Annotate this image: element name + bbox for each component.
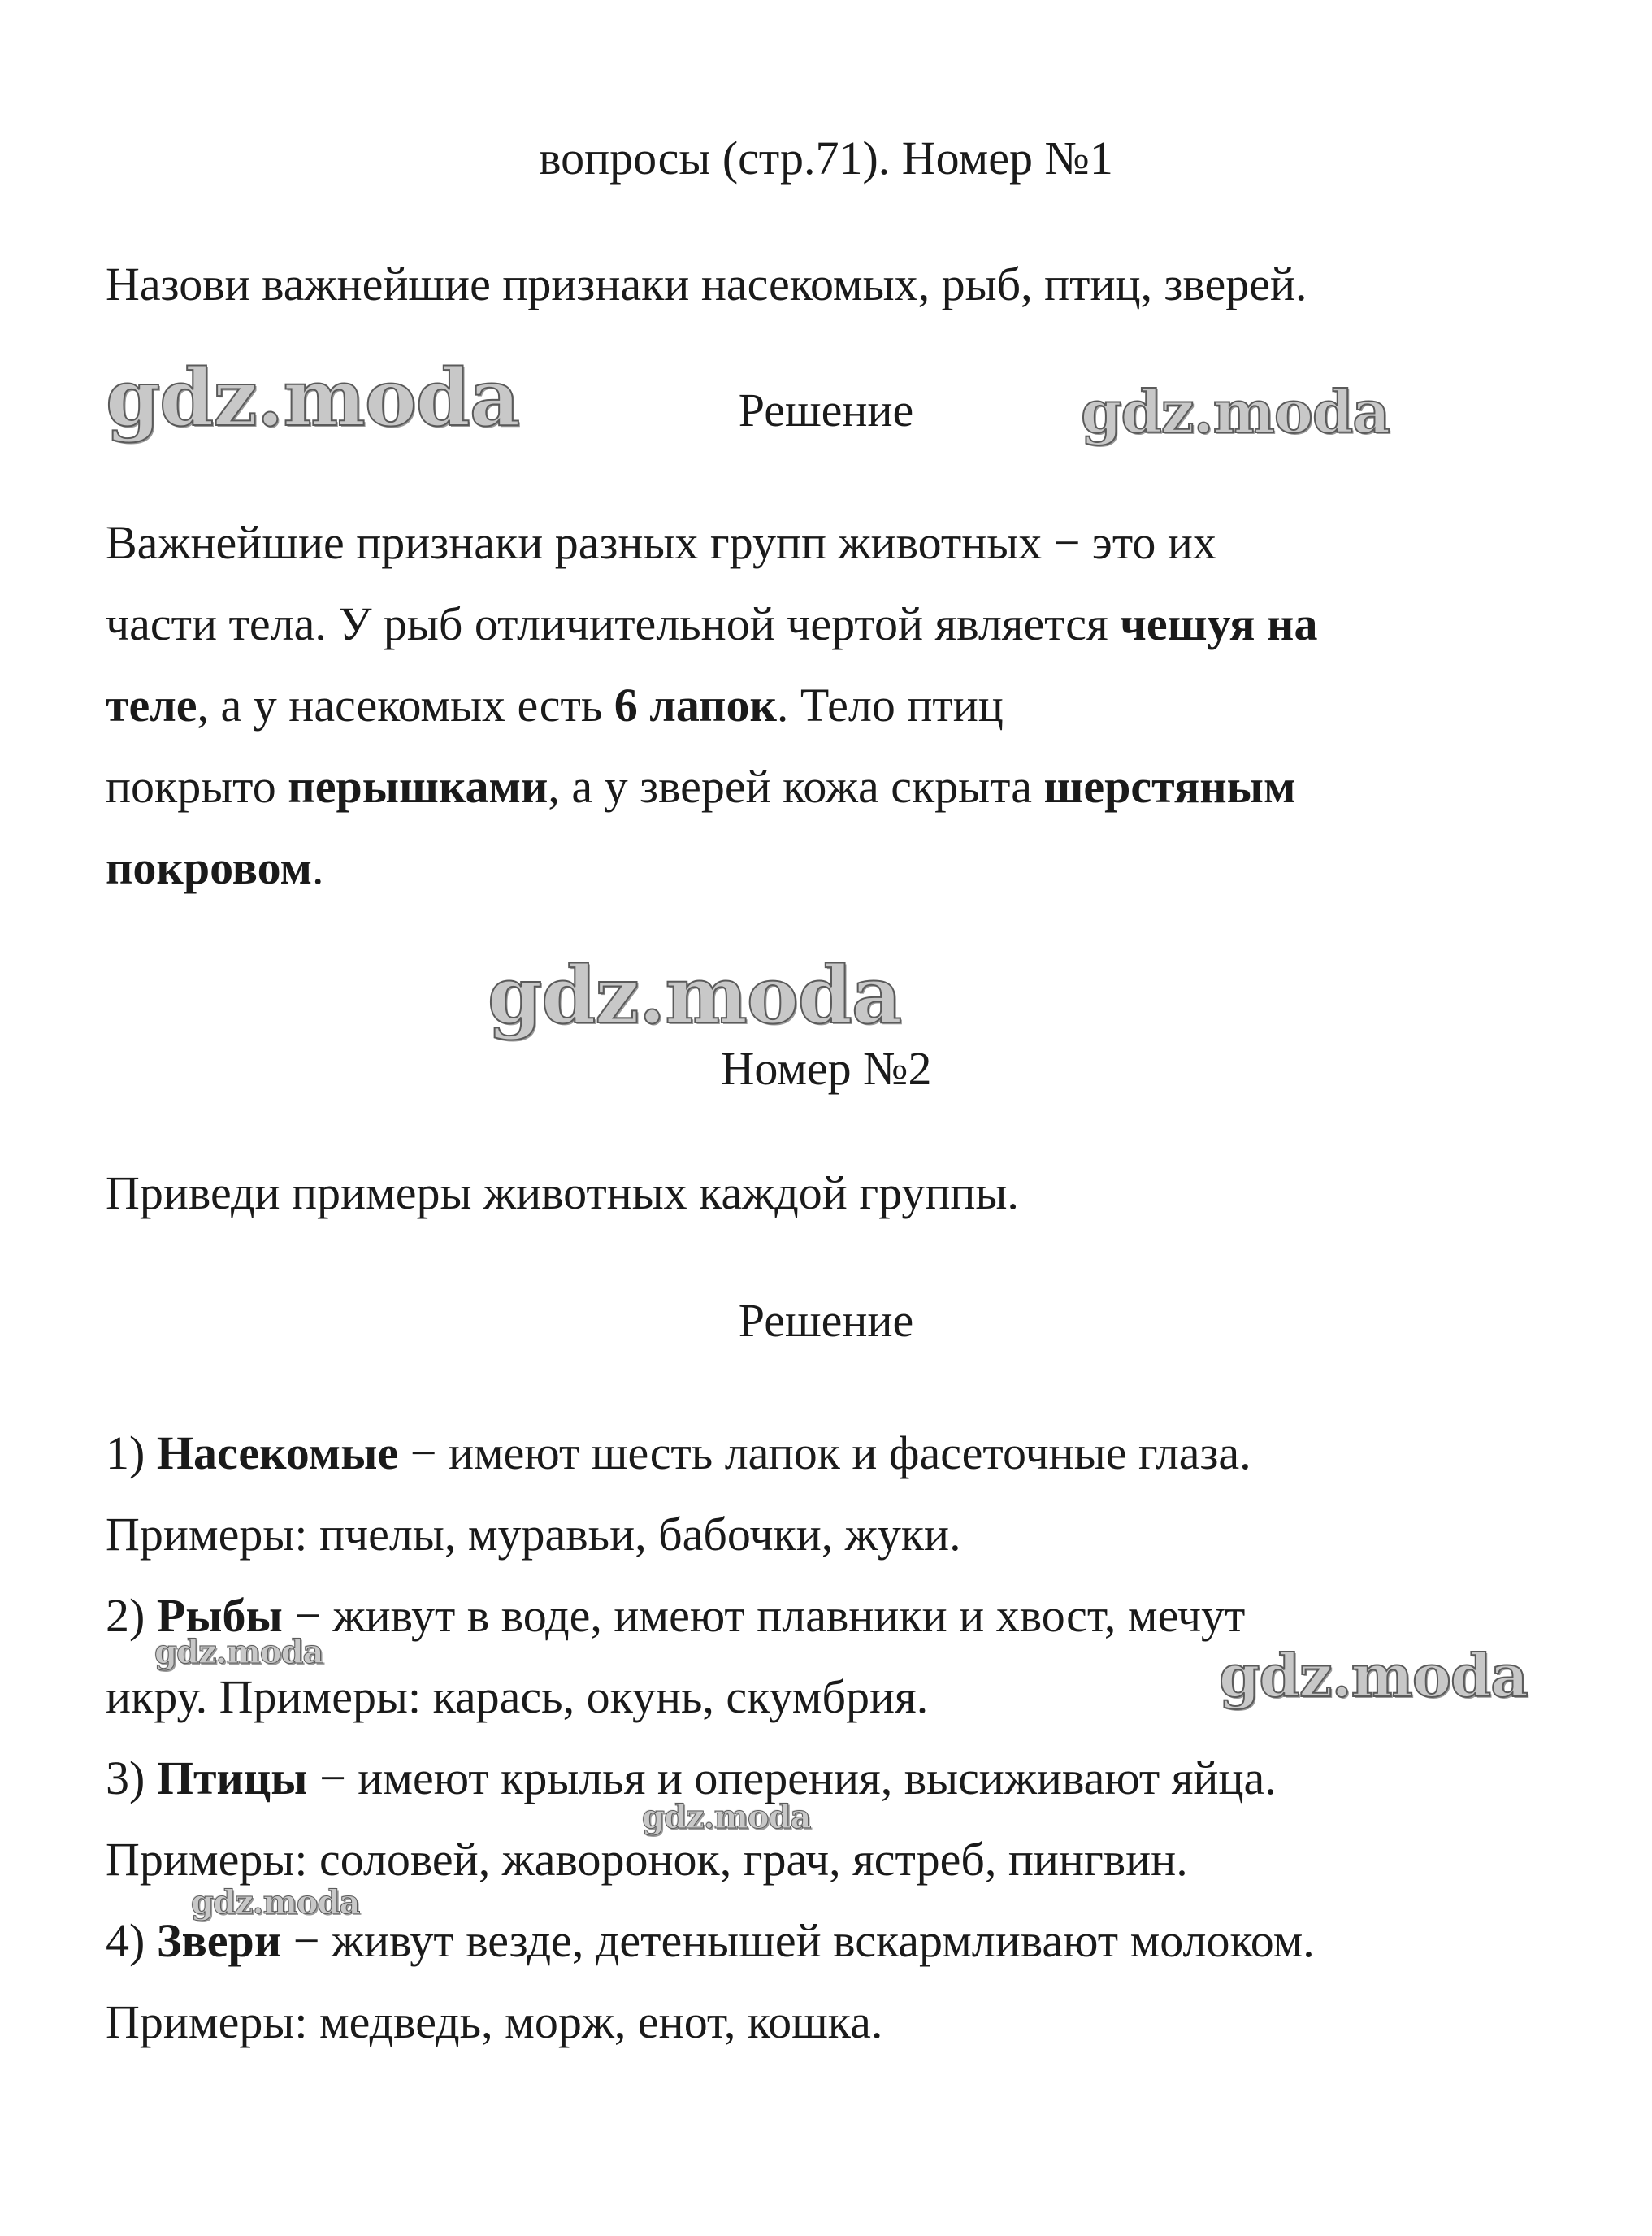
task2-solution-label: Решение [738,1294,914,1347]
watermark-logo: gdz.moda [1219,1641,1528,1710]
bold-term: 6 лапок [614,679,777,732]
watermark-logo: gdz.moda [1081,377,1390,446]
bold-term: теле [106,679,197,732]
watermark-logo: gdz.moda [642,1798,811,1836]
task1-answer-line-3: теле, а у насекомых есть 6 лапок. Тело птиц [106,679,1004,732]
task1-solution-label: Решение [738,384,914,436]
list-item-3-examples: Примеры: соловей, жаворонок, грач, ястреб, пингвин. [106,1833,1188,1886]
bold-term: Птицы [156,1752,308,1804]
bold-term: чешуя на [1120,597,1318,650]
list-item-2: 2) Рыбы − живут в воде, имеют плавники и хвост, мечут [106,1589,1246,1642]
task1-answer-line-2: части тела. У рыб отличительной чертой является чешуя на [106,597,1318,650]
task1-question: Назови важнейшие признаки насекомых, рыб, птиц, зверей. [106,258,1307,310]
list-item-3: 3) Птицы − имеют крылья и оперения, высиживают яйца. [106,1752,1277,1804]
bold-term: Рыбы [156,1589,283,1642]
bold-term: Звери [156,1914,282,1967]
bold-term: покровом [106,841,312,894]
list-item-1: 1) Насекомые − имеют шесть лапок и фасеточные глаза. [106,1426,1251,1479]
watermark-logo: gdz.moda [106,352,520,444]
task1-answer-line-5: покровом. [106,841,324,894]
task2-title: Номер №2 [720,1042,932,1095]
list-item-2-examples: икру. Примеры: карась, окунь, скумбрия. [106,1670,929,1723]
task1-answer-line-1: Важнейшие признаки разных групп животных − это их [106,516,1216,569]
bold-term: перышками [288,760,548,813]
list-item-4: 4) Звери − живут везде, детенышей вскармливают молоком. [106,1914,1315,1967]
watermark-logo: gdz.moda [488,949,902,1041]
list-item-4-examples: Примеры: медведь, морж, енот, кошка. [106,1995,883,2048]
watermark-logo: gdz.moda [154,1633,323,1671]
watermark-logo: gdz.moda [191,1883,360,1921]
bold-term: шерстяным [1043,760,1296,813]
task1-answer-line-4: покрыто перышками, а у зверей кожа скрыта шерстяным [106,760,1296,813]
list-item-1-examples: Примеры: пчелы, муравьи, бабочки, жуки. [106,1508,961,1561]
bold-term: Насекомые [156,1426,399,1479]
page-header: вопросы (стр.71). Номер №1 [539,132,1113,185]
task2-question: Приведи примеры животных каждой группы. [106,1166,1019,1219]
